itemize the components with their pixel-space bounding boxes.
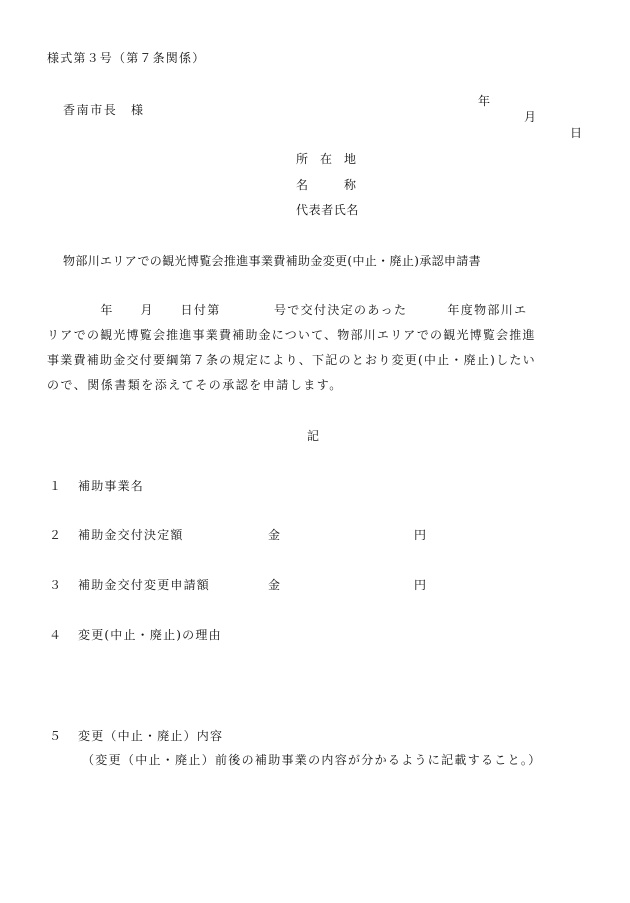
item-number: ５ bbox=[49, 729, 62, 743]
ki-heading: 記 bbox=[307, 429, 320, 443]
item-label-change-reason: 変更(中止・廃止)の理由 bbox=[78, 628, 222, 642]
body-text-line: 年 月 日付第 号で交付決定のあった 年度物部川エ bbox=[47, 303, 528, 317]
amount-suffix: 円 bbox=[414, 528, 427, 542]
item-label-project-name: 補助事業名 bbox=[78, 479, 145, 493]
item-number: ４ bbox=[49, 628, 62, 642]
applicant-name-label: 名 称 bbox=[296, 178, 357, 192]
applicant-address-label: 所 在 地 bbox=[296, 152, 357, 166]
item-label-decided-amount: 補助金交付決定額 bbox=[78, 528, 184, 542]
date-month: 月 bbox=[524, 110, 537, 124]
date-year: 年 bbox=[478, 94, 491, 108]
body-text-line: リアでの観光博覧会推進事業費補助金について、物部川エリアでの観光博覧会推進 bbox=[47, 328, 536, 342]
document-title: 物部川エリアでの観光博覧会推進事業費補助金変更(中止・廃止)承認申請書 bbox=[63, 254, 481, 268]
addressee: 香南市長 様 bbox=[63, 103, 145, 117]
form-number: 様式第３号（第７条関係） bbox=[47, 51, 206, 65]
amount-prefix: 金 bbox=[268, 578, 281, 592]
applicant-representative-label: 代表者氏名 bbox=[296, 203, 360, 217]
item-number: １ bbox=[49, 479, 62, 493]
body-text-line: 事業費補助金交付要綱第７条の規定により、下記のとおり変更(中止・廃止)したい bbox=[47, 353, 536, 367]
item-label-change-content: 変更（中止・廃止）内容 bbox=[78, 729, 224, 743]
date-line bbox=[478, 77, 583, 157]
amount-suffix: 円 bbox=[414, 578, 427, 592]
date-day: 日 bbox=[570, 126, 583, 140]
instruction-note: （変更（中止・廃止）前後の補助事業の内容が分かるように記載すること。） bbox=[82, 753, 542, 767]
amount-prefix: 金 bbox=[268, 528, 281, 542]
item-number: ２ bbox=[49, 528, 62, 542]
body-text-line: ので、関係書類を添えてその承認を申請します。 bbox=[47, 378, 343, 392]
item-number: ３ bbox=[49, 578, 62, 592]
item-label-change-amount: 補助金交付変更申請額 bbox=[78, 578, 211, 592]
